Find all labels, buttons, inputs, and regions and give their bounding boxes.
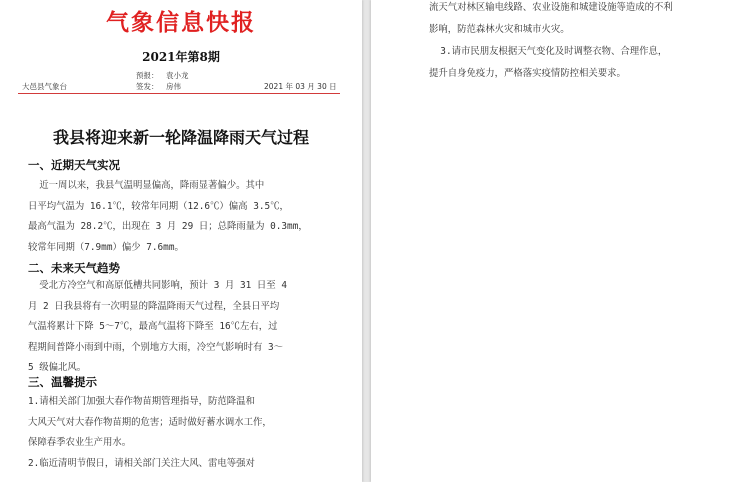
issue-date: 2021 年 03 月 30 日 [264,82,337,91]
text-line: 近一周以来，我县气温明显偏高，降雨显著偏少。其中 [28,180,265,191]
text-line: 最高气温为 28.2℃，出现在 3 月 29 日；总降雨量为 0.3mm， [28,221,308,233]
text-line: 月 2 日我县将有一次明显的降温降雨天气过程，全县日平均 [28,300,280,312]
text-line: 5 级偏北风。 [28,362,87,374]
issue-number: 2021年第8期 [142,50,220,64]
text-line: 气温将累计下降 5～7℃，最高气温将下降至 16℃左右，过 [28,321,278,333]
text-line: 2.临近清明节假日，请相关部门关注大风、雷电等强对 [28,457,255,469]
section-heading: 二、未来天气趋势 [28,261,120,275]
section-paragraph [28,392,328,474]
text-line: 3.请市民朋友根据天气变化及时调整衣物、合理作息， [429,46,668,57]
page-1 [0,0,362,482]
section-heading: 一、近期天气实况 [28,158,120,172]
text-line: 受北方冷空气和高原低槽共同影响，预计 3 月 31 日至 4 [28,280,287,291]
text-line: 较常年同期（7.9mm）偏少 7.6mm。 [28,241,184,253]
organization: 大邑县气象台 [22,82,67,91]
text-line: 流天气对林区输电线路、农业设施和城建设施等造成的不利 [429,2,673,13]
section-paragraph [28,276,328,379]
text-line: 影响，防范森林火灾和城市火灾。 [429,24,570,35]
section-heading: 三、温馨提示 [28,375,97,389]
masthead: 气象信息快报 [106,9,256,36]
signer-name: 房伟 [166,82,181,91]
text-line: 程期间普降小雨到中雨，个别地方大雨，冷空气影响时有 3～ [28,341,284,353]
header-rule [18,93,340,94]
page-2 [371,0,750,482]
preparer-label: 预报： [136,71,159,80]
preparer-name: 袁小龙 [166,71,189,80]
article-title: 我县将迎来新一轮降温降雨天气过程 [52,128,309,147]
text-line: 大风天气对大春作物苗期的危害；适时做好蓄水调水工作， [28,416,272,428]
signer-label: 签发： [136,82,159,91]
text-line: 提升自身免疫力，严格落实疫情防控相关要求。 [429,68,626,79]
text-line: 1.请相关部门加强大春作物苗期管理指导，防范降温和 [28,396,255,407]
text-line: 保障春季农业生产用水。 [28,437,132,449]
text-line: 日平均气温为 16.1℃，较常年同期（12.6℃）偏高 3.5℃， [28,200,289,212]
section-paragraph [28,176,328,258]
continued-paragraph [429,0,741,85]
